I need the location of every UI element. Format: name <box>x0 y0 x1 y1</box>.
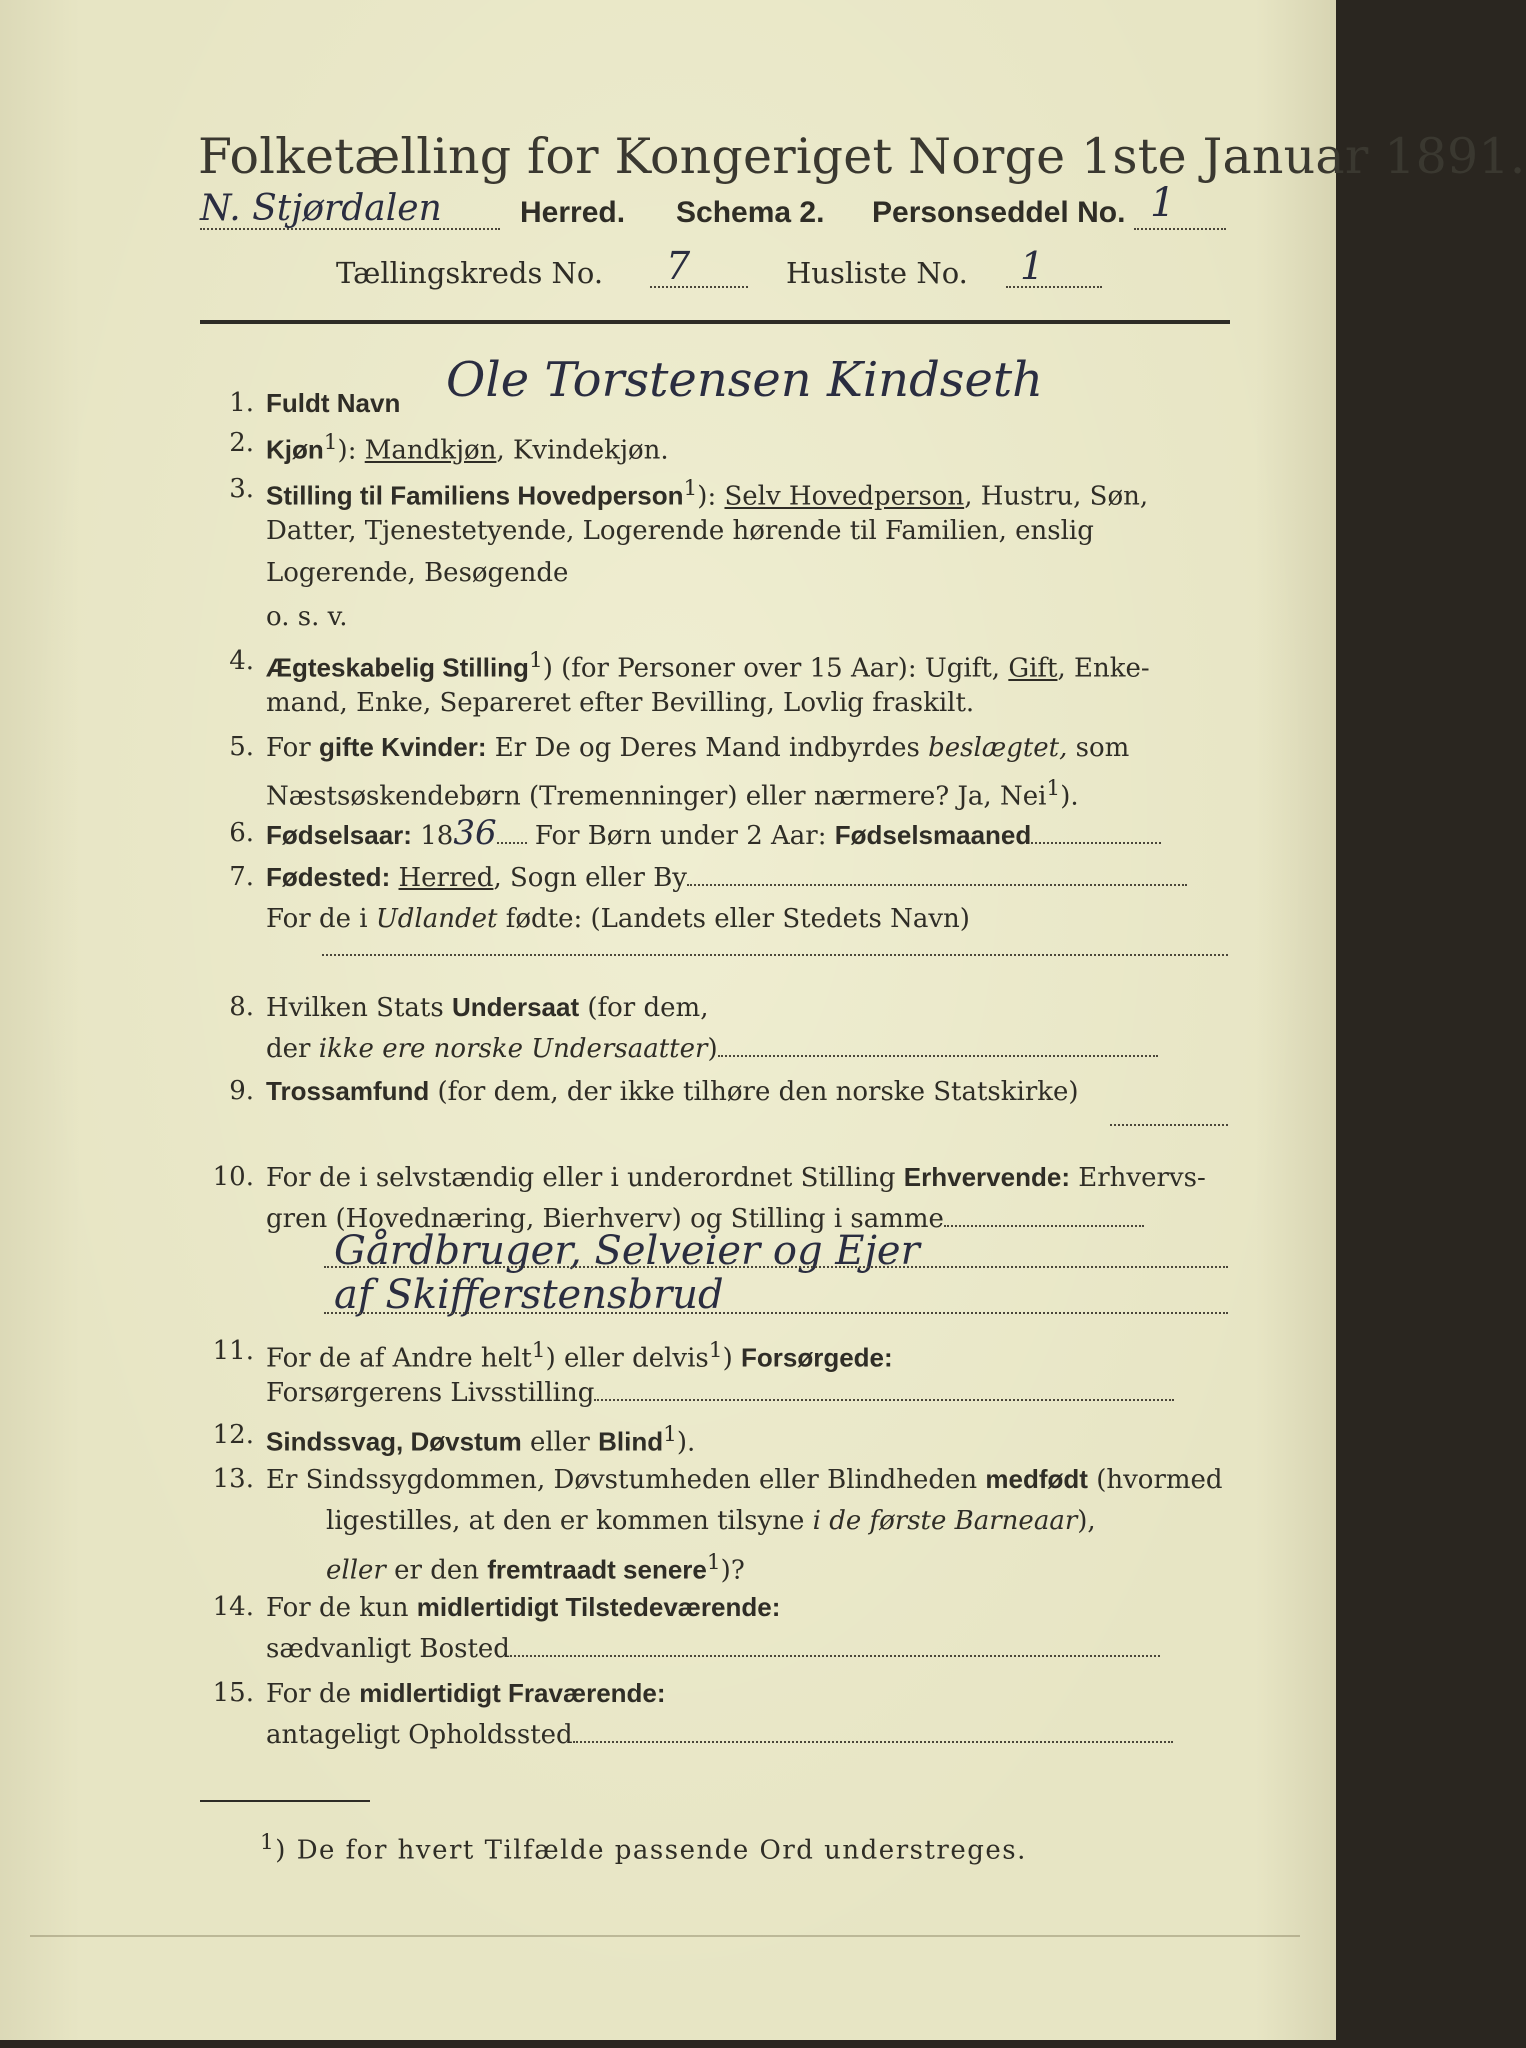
question-text: ) <box>707 1034 718 1064</box>
herred-dotted-line <box>200 228 500 230</box>
question-text: Er De og Deres Mand indbyrdes <box>486 733 929 763</box>
question-number: 10. <box>212 1162 254 1192</box>
question-text: ) <box>722 1343 741 1374</box>
question-label: Fødselsmaaned <box>834 820 1032 850</box>
question-number: 8. <box>229 992 254 1022</box>
paper-crease <box>30 1935 1300 1937</box>
question-number: 13. <box>212 1464 254 1494</box>
underlined-answer: Selv Hovedperson <box>724 481 965 512</box>
question-text: For de i <box>266 904 376 934</box>
birth-year-value: 36 <box>453 813 497 853</box>
question-text: For Børn under 2 Aar: <box>526 821 835 851</box>
footnote-marker: 1 <box>708 1338 723 1363</box>
full-name-value: Ole Torstensen Kindseth <box>446 352 1044 408</box>
question-number: 14. <box>212 1592 254 1622</box>
question-label: midlertidigt Tilstedeværende: <box>416 1592 781 1622</box>
herred-label: Herred. <box>520 196 626 229</box>
footnote-marker: 1 <box>323 430 338 455</box>
question-number: 11. <box>212 1336 254 1366</box>
question-text: , Sogn eller By <box>493 863 687 893</box>
question-text: ). <box>676 1427 696 1458</box>
question-text: ) eller delvis <box>545 1343 709 1374</box>
question-text: beslægtet, <box>928 733 1068 763</box>
question-text: eller <box>326 1555 386 1586</box>
occupation-value-line-1: Gårdbruger, Selveier og Ejer <box>334 1228 920 1274</box>
question-text: For de i selvstændig eller i underordnet Stilling <box>266 1163 904 1193</box>
question-label: Trossamfund <box>266 1076 430 1106</box>
occupation-value-line-2: af Skifferstensbrud <box>334 1272 724 1318</box>
question-text: o. s. v. <box>266 602 348 632</box>
question-label: Stilling til Familiens Hovedperson <box>266 480 684 511</box>
question-text: gren (Hovednæring, Bierhverv) og Stilling i samme <box>266 1204 944 1234</box>
question-text: eller <box>521 1427 599 1458</box>
dotted-line <box>324 1266 1228 1268</box>
question-text: For <box>266 733 319 763</box>
personseddel-dotted-line <box>1134 228 1226 230</box>
question-label: Sindssvag, Døvstum <box>266 1426 522 1457</box>
footnote-marker: 1 <box>683 476 698 501</box>
footnote-marker: 1 <box>1046 776 1061 801</box>
question-text: fødte: (Landets eller Stedets Navn) <box>497 904 970 934</box>
question-text: ): <box>337 435 365 466</box>
question-label: Fødselsaar: <box>266 820 412 850</box>
question-label: Fuldt Navn <box>266 388 401 418</box>
dotted-line <box>944 1205 1144 1227</box>
question-text: For de af Andre helt <box>266 1343 532 1374</box>
dotted-line <box>510 1635 1160 1657</box>
question-text: ): <box>697 481 725 512</box>
dotted-line <box>718 1035 1158 1057</box>
question-text: Erhvervs- <box>1069 1163 1206 1193</box>
dotted-line <box>322 954 1228 956</box>
question-text: ), <box>1077 1506 1096 1536</box>
question-number: 2. <box>229 428 254 458</box>
footnote-marker: 1 <box>260 1830 276 1855</box>
question-label: Undersaat <box>451 992 580 1022</box>
question-number: 15. <box>212 1678 254 1708</box>
question-text: , Hustru, Søn, <box>964 481 1149 512</box>
kreds-dotted-line <box>650 286 748 288</box>
dotted-line <box>497 822 527 844</box>
dotted-line <box>324 1312 1228 1314</box>
header-rule <box>200 320 1230 324</box>
kreds-label: Tællingskreds No. <box>336 256 604 290</box>
question-number: 1. <box>229 388 254 418</box>
question-number: 4. <box>229 646 254 676</box>
question-number: 6. <box>229 818 254 848</box>
question-label: Forsørgede: <box>740 1342 893 1373</box>
footnote-marker: 1 <box>531 1338 546 1363</box>
personseddel-value: 1 <box>1150 180 1176 226</box>
question-label: gifte Kvinder: <box>318 732 487 762</box>
question-text: i de første Barneaar <box>812 1506 1078 1536</box>
question-number: 9. <box>229 1076 254 1106</box>
question-text: For de <box>266 1679 360 1709</box>
husliste-value: 1 <box>1020 244 1045 288</box>
husliste-dotted-line <box>1006 286 1102 288</box>
question-text: mand, Enke, Separeret efter Bevilling, Lovlig fraskilt. <box>266 688 975 718</box>
question-text: Udlandet <box>375 904 498 934</box>
question-label: Erhvervende: <box>903 1162 1070 1192</box>
question-number: 5. <box>229 732 254 762</box>
question-text: Næstsøskendebørn (Tremenninger) eller nærmere? Ja, Nei <box>266 781 1047 812</box>
dotted-line <box>1031 822 1161 844</box>
question-text: er den <box>385 1555 488 1586</box>
question-text: ikke ere norske Undersaatter <box>318 1034 708 1064</box>
question-text: Er Sindssygdommen, Døvstumheden eller Blindheden <box>266 1465 986 1495</box>
question-number: 3. <box>229 474 254 504</box>
dotted-line <box>687 864 1187 886</box>
dotted-line <box>573 1721 1173 1743</box>
footnote-marker: 1 <box>663 1422 677 1447</box>
herred-value: N. Stjørdalen <box>200 188 442 229</box>
personseddel-label: Personseddel No. <box>872 196 1126 229</box>
question-number: 12. <box>212 1420 254 1450</box>
question-label: medfødt <box>985 1464 1088 1494</box>
question-label: midlertidigt Fraværende: <box>359 1678 666 1708</box>
footnote-rule <box>200 1800 370 1802</box>
question-text: (for dem, <box>579 993 709 1023</box>
question-text: For de kun <box>266 1593 417 1623</box>
footnote-marker: 1 <box>706 1550 721 1575</box>
question-text: (for dem, der ikke tilhøre den norske Statskirke) <box>429 1077 1079 1107</box>
question-text: sædvanligt Bosted <box>266 1634 510 1664</box>
question-label: Ægteskabelig Stilling <box>266 652 529 683</box>
question-text: (hvormed <box>1087 1465 1223 1495</box>
schema-label: Schema 2. <box>676 196 825 229</box>
form-title: Folketælling for Kongeriget Norge 1ste Januar 1891. <box>198 128 1526 185</box>
question-label: fremtraadt senere <box>487 1554 707 1585</box>
question-text: ) (for Personer over 15 Aar): Ugift, <box>542 653 1009 684</box>
question-text: , Enke- <box>1057 653 1150 684</box>
underlined-answer: Gift <box>1008 653 1058 684</box>
question-text: som <box>1067 733 1130 763</box>
footnote-text: ) De for hvert Tilfælde passende Ord understreges. <box>275 1835 1027 1866</box>
question-text: )? <box>720 1555 745 1586</box>
question-number: 7. <box>229 862 254 892</box>
question-text: Hvilken Stats <box>266 993 452 1023</box>
question-text: Forsørgerens Livsstilling <box>266 1378 595 1408</box>
question-text: 18 <box>411 821 454 851</box>
kreds-value: 7 <box>666 244 691 288</box>
question-label: Kjøn <box>266 434 324 465</box>
question-label: Fødested: <box>266 862 391 892</box>
question-text: antageligt Opholdssted <box>266 1720 573 1750</box>
question-text: Datter, Tjenestetyende, Logerende hørende til Familien, enslig <box>266 516 1094 546</box>
question-text: , Kvindekjøn. <box>496 435 669 466</box>
underlined-answer: Herred <box>398 863 494 893</box>
dotted-line <box>1110 1124 1228 1126</box>
footnote <box>260 1830 1027 1866</box>
question-text: ). <box>1060 781 1079 812</box>
footnote-marker: 1 <box>528 648 543 673</box>
husliste-label: Husliste No. <box>786 256 968 290</box>
question-text: ligestilles, at den er kommen tilsyne <box>326 1506 813 1536</box>
question-text: Logerende, Besøgende <box>266 558 569 588</box>
question-text: der <box>266 1034 319 1064</box>
question-label: Blind <box>598 1426 664 1457</box>
dotted-line <box>594 1379 1174 1401</box>
underlined-answer: Mandkjøn <box>364 435 497 466</box>
